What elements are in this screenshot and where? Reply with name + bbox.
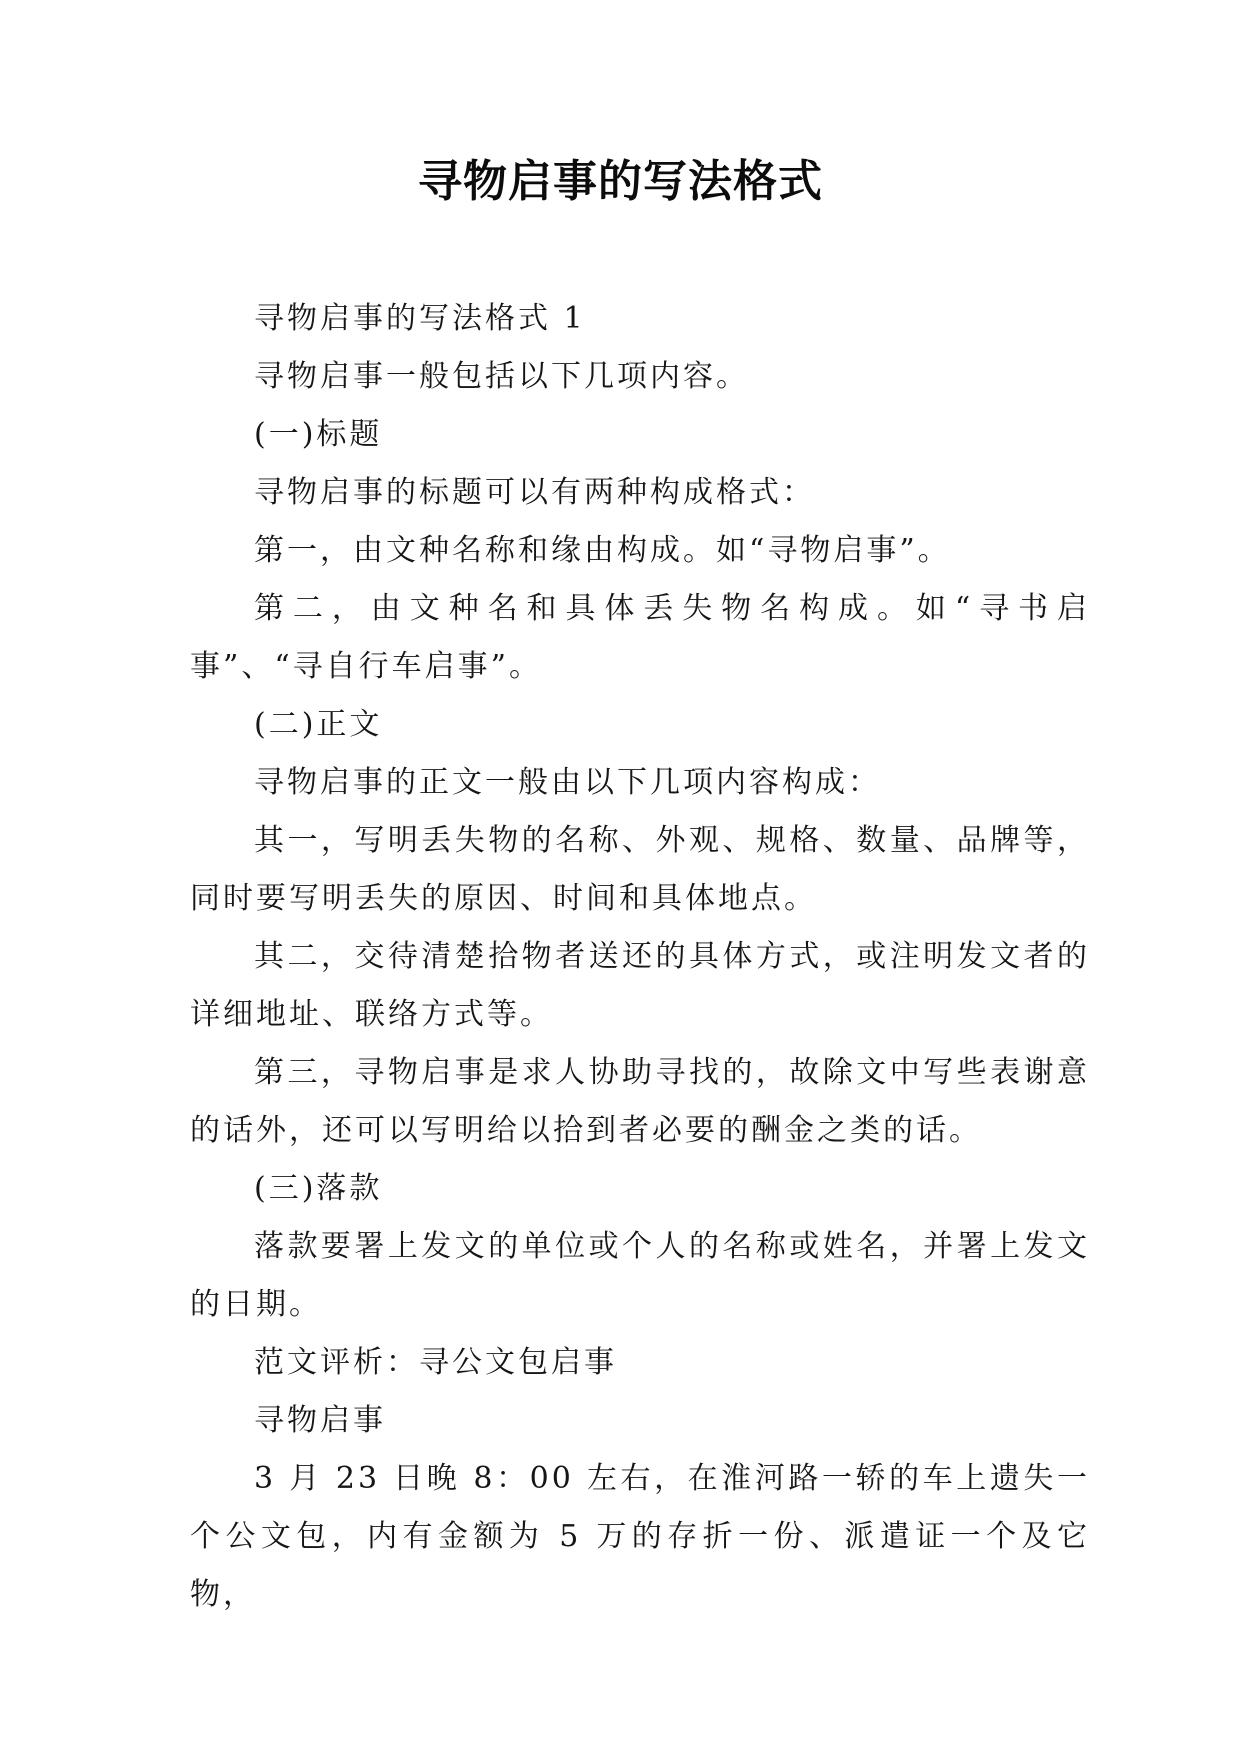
paragraph-section-heading: 寻物启事的写法格式 1 xyxy=(254,301,586,336)
paragraph-sample-title: 寻物启事 xyxy=(254,1403,386,1438)
paragraph-body-contents: 寻物启事的正文一般由以下几项内容构成： xyxy=(254,765,881,800)
document-body xyxy=(190,290,1090,1624)
paragraph-title-formats: 寻物启事的标题可以有两种构成格式： xyxy=(254,475,815,510)
document-title: 寻物启事的写法格式 xyxy=(418,156,823,207)
paragraph-format-two: 第二，由文种名和具体丢失物名构成。如“寻书启事”、“寻自行车启事”。 xyxy=(190,591,1090,684)
paragraph-intro: 寻物启事一般包括以下几项内容。 xyxy=(254,359,749,394)
paragraph-signature-rule: 落款要署上发文的单位或个人的名称或姓名，并署上发文的日期。 xyxy=(190,1229,1090,1322)
paragraph-item-three: 第三，寻物启事是求人协助寻找的，故除文中写些表谢意的话外，还可以写明给以拾到者必要的酬金之类的话。 xyxy=(190,1055,1090,1148)
paragraph-heading-signature: (三)落款 xyxy=(254,1171,383,1206)
paragraph-format-one: 第一，由文种名称和缘由构成。如“寻物启事”。 xyxy=(254,533,951,568)
paragraph-heading-body: (二)正文 xyxy=(254,707,383,742)
paragraph-heading-title: (一)标题 xyxy=(254,417,383,452)
paragraph-sample-analysis: 范文评析：寻公文包启事 xyxy=(254,1345,617,1380)
paragraph-item-two: 其二，交待清楚拾物者送还的具体方式，或注明发文者的详细地址、联络方式等。 xyxy=(190,939,1090,1032)
paragraph-item-one: 其一，写明丢失物的名称、外观、规格、数量、品牌等，同时要写明丢失的原因、时间和具体地点。 xyxy=(190,823,1090,916)
paragraph-sample-text: 3 月 23 日晚 8：00 左右，在淮河路一轿的车上遗失一个公文包，内有金额为 5 万的存折一份、派遣证一个及它物， xyxy=(190,1461,1090,1612)
